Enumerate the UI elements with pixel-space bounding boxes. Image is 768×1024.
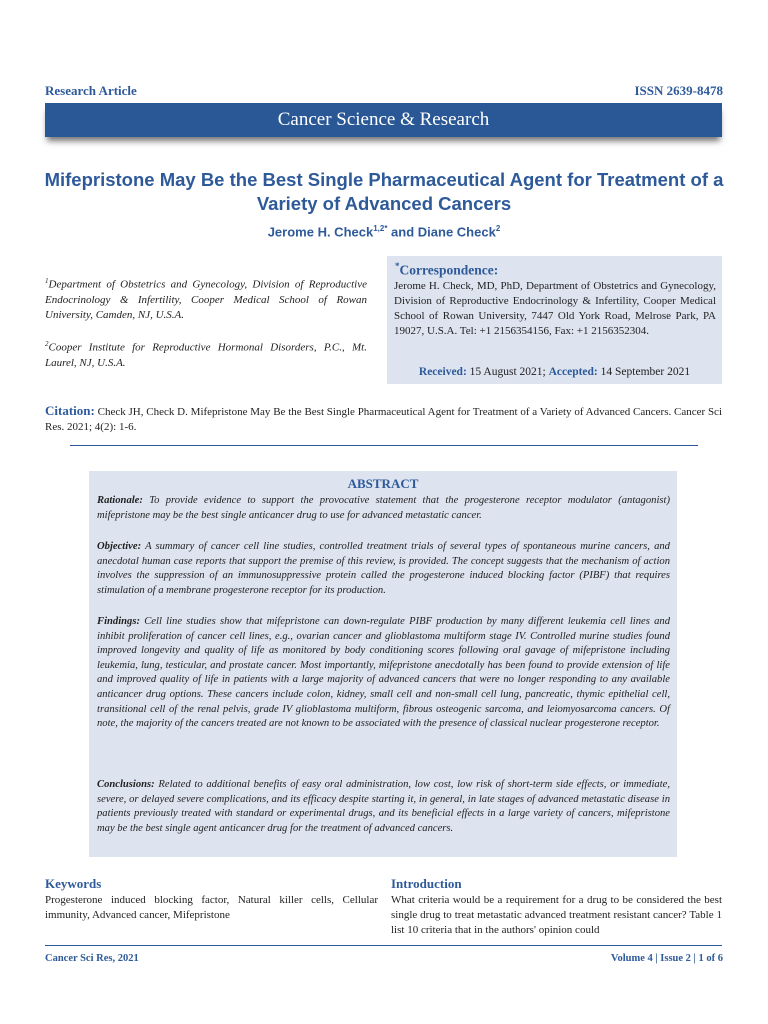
accepted-date: 14 September 2021	[600, 366, 691, 378]
author-1: Jerome H. Check	[267, 224, 374, 240]
affiliation-1-text: Department of Obstetrics and Gynecology, Division of Reproductive Endocrinology & Infertility, Cooper Medical School of Rowan University, Camden, NJ, U.S.A.	[45, 278, 367, 321]
keywords-heading: Keywords	[45, 876, 102, 891]
footer-pages: Volume 4 | Issue 2 | 1 of 6	[610, 953, 723, 964]
correspondence-text: Jerome H. Check, MD, PhD, Department of Obstetrics and Gynecology, Division of Reproductive Endocrinology & Infertility, Cooper Medical School of Rowan University, 7447 Old York Road, Melrose Park, PA 19027, U.S.A. Tel: +1 2156354156, Fax: +1 2156352304.	[394, 280, 716, 337]
affiliation-2	[45, 337, 367, 371]
authors-and: and	[387, 224, 418, 240]
citation-text: Check JH, Check D. Mifepristone May Be the Best Single Pharmaceutical Agent for Treatment of a Variety of Advanced Cancers. Cancer Sci Res. 2021; 4(2): 1-6.	[45, 406, 723, 433]
conclusions-label: Conclusions:	[97, 779, 155, 790]
affiliation-2-sup: 2	[45, 340, 49, 348]
citation-label: Citation:	[45, 403, 95, 418]
objective-label: Objective:	[97, 541, 142, 552]
keywords-text: Progesterone induced blocking factor, Natural killer cells, Cellular immunity, Advanced cancer, Mifepristone	[45, 894, 378, 921]
objective-text: A summary of cancer cell line studies, controlled treatment trials of several types of spontaneous murine cancers, and anecdotal human case reports that support the premise of this review, is provided. The concept suggests that the mechanism of action involves the suppression of an immunosuppressive protein called the progesterone induced blocking factor (PIBF) that requires stimulation of a membrane progesterone receptor for its production.	[97, 541, 670, 596]
paper-title: Mifepristone May Be the Best Single Pharmaceutical Agent for Treatment of a Variety of Advanced Cancers	[44, 169, 724, 214]
dates	[387, 366, 722, 378]
abstract-objective	[97, 540, 670, 598]
introduction-text: What criteria would be a requirement for a drug to be considered the best single drug to treat metastatic advanced treatment resistant cancer? Table 1 list 10 criteria that in the authors' opinion could	[391, 894, 722, 936]
findings-label: Findings:	[97, 616, 140, 627]
abstract-findings	[97, 615, 670, 732]
affiliation-1-sup: 1	[45, 277, 49, 285]
received-label: Received:	[418, 366, 467, 378]
affiliation-2-text: Cooper Institute for Reproductive Hormonal Disorders, P.C., Mt. Laurel, NJ, U.S.A.	[45, 341, 367, 369]
affiliation-1	[45, 274, 367, 323]
footer-divider	[45, 945, 722, 946]
authors	[40, 224, 728, 239]
citation	[45, 403, 722, 435]
abstract-conclusions	[97, 778, 670, 836]
article-type: Research Article	[45, 83, 137, 98]
issn: ISSN 2639-8478	[634, 83, 723, 98]
introduction-heading: Introduction	[391, 876, 462, 891]
correspondence-title	[395, 261, 498, 279]
correspondence-label: Correspondence:	[399, 262, 499, 278]
divider	[70, 445, 698, 446]
findings-text: Cell line studies show that mifepristone can down-regulate PIBF production by many different leukemia cell lines and inhibit proliferation of cancer cell lines, e.g., ovarian cancer and glioblastoma multiform stage IV. Controlled murine studies found improved longevity and quality of life as monitored by body conditioning scores following oral gavage of mifepristone including leukemia, lung, testicular, and prostate cancer. Most importantly, mifepristone anecdotally has been found to provide extension of life and improved quality of life in patients with a large majority of advanced cancers that were no longer responding to any available anticancer drug options. These cancers include colon, kidney, small cell and non-small cell lung, pancreatic, thymic epithelial cell, transitional cell of the renal pelvis, grade IV glioblastoma multiform, fibrous osteogenic sarcoma, and leiomyosarcoma cancers. Of note, the majority of the cancers treated are not known to be associated with the presence of classical nuclear progesterone receptor.	[97, 616, 670, 730]
abstract-title: ABSTRACT	[347, 476, 419, 491]
received-date: 15 August 2021;	[469, 366, 546, 378]
author-2-affil: 2	[495, 224, 501, 233]
abstract-rationale	[97, 494, 670, 523]
author-2: Diane Check	[417, 224, 496, 240]
accepted-label: Accepted:	[548, 366, 598, 378]
rationale-text: To provide evidence to support the provocative statement that the progesterone receptor modulator (antagonist) mifepristone may be the best single anticancer drug to use for advanced metastatic cancer.	[97, 495, 670, 521]
journal-banner: Cancer Science & Research	[45, 103, 722, 137]
correspondence-marker: *	[395, 261, 400, 271]
rationale-label: Rationale:	[97, 495, 143, 506]
conclusions-text: Related to additional benefits of easy oral administration, low cost, low risk of short-term side effects, or immediate, severe, or delayed severe complications, and its efficacy despite starting it, in general, in late stages of advanced metastatic disease in patients previously treated with standard or experimental drugs, and its beneficial effects in a large variety of cancers, mifepristone may be the best single agent anticancer drug for the treatment of advanced cancers.	[97, 779, 670, 834]
footer-journal: Cancer Sci Res, 2021	[45, 953, 139, 964]
author-1-affil: 1,2*	[373, 224, 388, 233]
